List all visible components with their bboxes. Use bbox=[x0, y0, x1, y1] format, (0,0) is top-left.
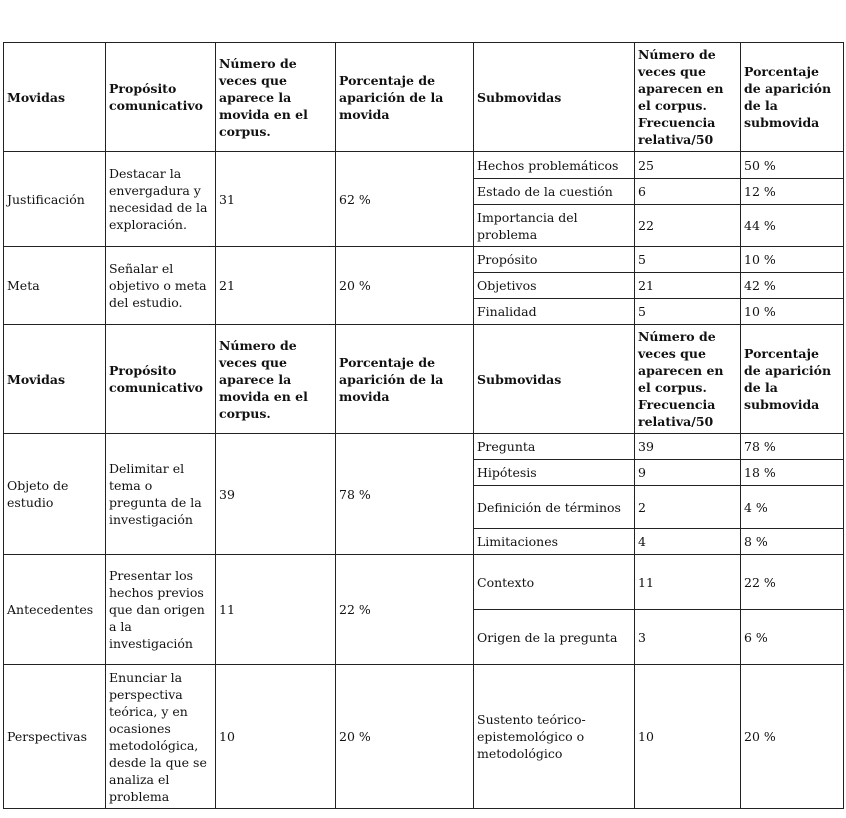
sub-percent: 18 % bbox=[741, 460, 844, 486]
sub-percent: 10 % bbox=[741, 247, 844, 273]
move-count: 11 bbox=[216, 555, 336, 665]
sub-percent: 4 % bbox=[741, 486, 844, 529]
sub-percent: 42 % bbox=[741, 273, 844, 299]
sub-name: Sustento teórico-epistemológico o metodológico bbox=[474, 665, 635, 809]
sub-name: Definición de términos bbox=[474, 486, 635, 529]
sub-count: 6 bbox=[635, 179, 741, 205]
sub-name: Importancia del problema bbox=[474, 205, 635, 247]
table-row bbox=[4, 152, 844, 179]
sub-name: Hipótesis bbox=[474, 460, 635, 486]
move-percent: 62 % bbox=[336, 152, 474, 247]
sub-count: 5 bbox=[635, 299, 741, 325]
header-proposito: Propósito comunicativo bbox=[106, 43, 216, 152]
sub-name: Contexto bbox=[474, 555, 635, 610]
move-percent: 20 % bbox=[336, 247, 474, 325]
sub-percent: 78 % bbox=[741, 434, 844, 460]
moves-table bbox=[3, 42, 844, 809]
table-row bbox=[4, 247, 844, 273]
table-row bbox=[4, 555, 844, 610]
sub-name: Objetivos bbox=[474, 273, 635, 299]
sub-percent: 12 % bbox=[741, 179, 844, 205]
move-count: 21 bbox=[216, 247, 336, 325]
move-percent: 78 % bbox=[336, 434, 474, 555]
sub-count: 4 bbox=[635, 529, 741, 555]
header-numero-veces: Número de veces que aparece la movida en el corpus. bbox=[216, 325, 336, 434]
sub-count: 5 bbox=[635, 247, 741, 273]
sub-name: Finalidad bbox=[474, 299, 635, 325]
move-count: 10 bbox=[216, 665, 336, 809]
header-porcentaje-sub: Porcentaje de aparición de la submovida bbox=[741, 43, 844, 152]
sub-count: 39 bbox=[635, 434, 741, 460]
move-purpose: Presentar los hechos previos que dan origen a la investigación bbox=[106, 555, 216, 665]
sub-count: 10 bbox=[635, 665, 741, 809]
table-row bbox=[4, 665, 844, 809]
header-submovidas: Submovidas bbox=[474, 43, 635, 152]
sub-name: Limitaciones bbox=[474, 529, 635, 555]
sub-name: Propósito bbox=[474, 247, 635, 273]
sub-name: Origen de la pregunta bbox=[474, 610, 635, 665]
move-percent: 20 % bbox=[336, 665, 474, 809]
move-name: Antecedentes bbox=[4, 555, 106, 665]
move-purpose: Enunciar la perspectiva teórica, y en ocasiones metodológica, desde la que se analiza el problema bbox=[106, 665, 216, 809]
move-purpose: Señalar el objetivo o meta del estudio. bbox=[106, 247, 216, 325]
header-numero-veces: Número de veces que aparece la movida en el corpus. bbox=[216, 43, 336, 152]
header-numero-sub: Número de veces que aparecen en el corpus. Frecuencia relativa/50 bbox=[635, 43, 741, 152]
move-count: 39 bbox=[216, 434, 336, 555]
sub-name: Pregunta bbox=[474, 434, 635, 460]
header-movidas: Movidas bbox=[4, 325, 106, 434]
sub-count: 25 bbox=[635, 152, 741, 179]
header-proposito: Propósito comunicativo bbox=[106, 325, 216, 434]
sub-percent: 10 % bbox=[741, 299, 844, 325]
move-name: Justificación bbox=[4, 152, 106, 247]
sub-count: 22 bbox=[635, 205, 741, 247]
sub-percent: 50 % bbox=[741, 152, 844, 179]
sub-count: 9 bbox=[635, 460, 741, 486]
sub-percent: 20 % bbox=[741, 665, 844, 809]
sub-percent: 44 % bbox=[741, 205, 844, 247]
move-name: Perspectivas bbox=[4, 665, 106, 809]
move-count: 31 bbox=[216, 152, 336, 247]
sub-percent: 6 % bbox=[741, 610, 844, 665]
header-porcentaje-movida: Porcentaje de aparición de la movida bbox=[336, 43, 474, 152]
table-row bbox=[4, 434, 844, 460]
move-purpose: Delimitar el tema o pregunta de la investigación bbox=[106, 434, 216, 555]
header-submovidas: Submovidas bbox=[474, 325, 635, 434]
sub-count: 3 bbox=[635, 610, 741, 665]
table-header-row bbox=[4, 43, 844, 152]
header-porcentaje-movida: Porcentaje de aparición de la movida bbox=[336, 325, 474, 434]
header-numero-sub: Número de veces que aparecen en el corpus. Frecuencia relativa/50 bbox=[635, 325, 741, 434]
move-name: Meta bbox=[4, 247, 106, 325]
move-name: Objeto de estudio bbox=[4, 434, 106, 555]
sub-name: Hechos problemáticos bbox=[474, 152, 635, 179]
sub-name: Estado de la cuestión bbox=[474, 179, 635, 205]
move-percent: 22 % bbox=[336, 555, 474, 665]
header-porcentaje-sub: Porcentaje de aparición de la submovida bbox=[741, 325, 844, 434]
sub-count: 11 bbox=[635, 555, 741, 610]
sub-count: 2 bbox=[635, 486, 741, 529]
sub-percent: 8 % bbox=[741, 529, 844, 555]
move-purpose: Destacar la envergadura y necesidad de la exploración. bbox=[106, 152, 216, 247]
table-header-row bbox=[4, 325, 844, 434]
sub-count: 21 bbox=[635, 273, 741, 299]
header-movidas: Movidas bbox=[4, 43, 106, 152]
sub-percent: 22 % bbox=[741, 555, 844, 610]
